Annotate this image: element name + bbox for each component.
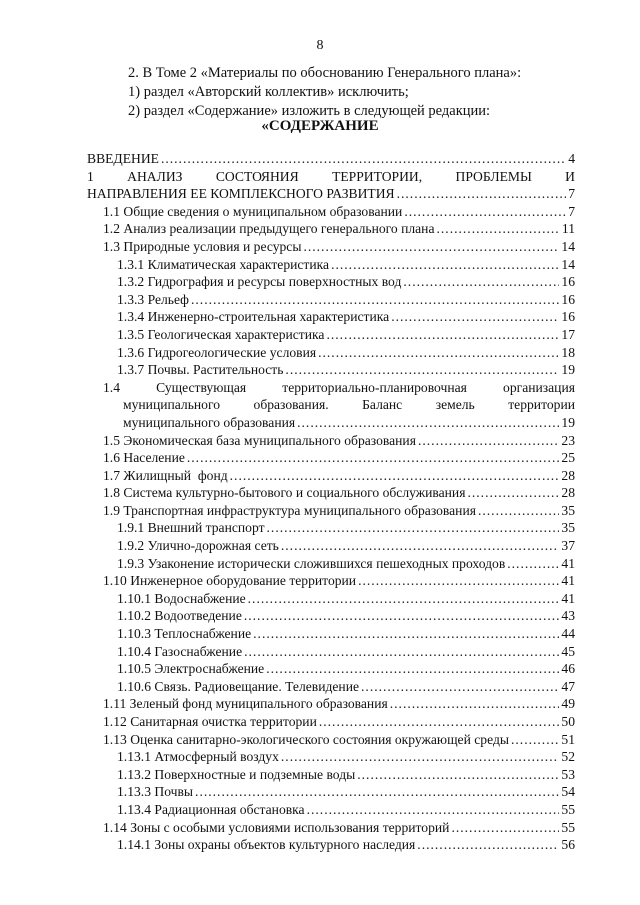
toc-entry xyxy=(87,273,575,291)
toc-entry-page: 46 xyxy=(561,661,575,677)
toc-entry-title: 1.13.4 Радиационная обстановка xyxy=(117,801,305,817)
toc-entry-page: 14 xyxy=(561,238,575,254)
toc-entry-title: 1.3.1 Климатическая характеристика xyxy=(117,256,330,272)
toc-entry-title: 1.9.3 Узаконение исторически сложившихся пешеходных проходов xyxy=(117,555,506,571)
toc-leader-dots xyxy=(266,660,559,678)
toc-entry xyxy=(87,519,575,537)
toc-entry-title: 1.3.7 Почвы. Растительность xyxy=(117,362,284,378)
toc-entry-page: 43 xyxy=(561,608,575,624)
toc-entry-title: 1.10.1 Водоснабжение xyxy=(117,590,246,606)
toc-entry-title: ВВЕДЕНИЕ xyxy=(87,151,159,166)
toc-entry xyxy=(87,467,575,485)
toc-entry xyxy=(87,748,575,766)
intro-line: 2. В Томе 2 «Материалы по обоснованию Генерального плана»: xyxy=(128,65,522,81)
toc-entry-page: 11 xyxy=(561,221,575,237)
toc-leader-dots xyxy=(331,256,559,274)
toc-entry xyxy=(87,203,575,221)
toc-leader-dots xyxy=(285,361,559,379)
toc-leader-dots xyxy=(187,449,560,467)
toc-leader-dots xyxy=(267,519,560,537)
toc-entry-title: 1.13.2 Поверхностные и подземные воды xyxy=(117,766,356,782)
toc-leader-dots xyxy=(357,766,559,784)
toc-entry xyxy=(87,819,575,837)
toc-entry xyxy=(87,801,575,819)
toc-entry-title: 1.10.6 Связь. Радиовещание. Телевидение xyxy=(117,678,360,694)
toc-entry xyxy=(87,555,575,573)
toc-entry-page: 53 xyxy=(561,766,575,782)
intro-paragraph xyxy=(128,64,521,121)
toc-leader-dots xyxy=(467,484,559,502)
toc-entry-page: 7 xyxy=(568,203,575,219)
toc-entry xyxy=(87,607,575,625)
toc-entry-title: 1.14.1 Зоны охраны объектов культурного наследия xyxy=(117,837,416,853)
toc-entry-title: 1.9.2 Улично-дорожная сеть xyxy=(117,538,279,554)
toc-entry xyxy=(87,361,575,379)
toc-entry xyxy=(87,625,575,643)
toc-entry-page: 25 xyxy=(561,450,575,466)
toc-leader-dots xyxy=(253,625,559,643)
toc-entry-page: 54 xyxy=(561,784,575,800)
toc-leader-dots xyxy=(307,801,560,819)
page-number: 8 xyxy=(316,38,324,53)
toc-entry-page: 35 xyxy=(561,520,575,536)
toc-entry xyxy=(87,695,575,713)
toc-entry-title: 1.13.3 Почвы xyxy=(117,784,194,800)
toc-entry-page: 49 xyxy=(561,696,575,712)
toc-entry xyxy=(87,379,575,432)
toc-entry xyxy=(87,766,575,784)
toc-entry xyxy=(87,660,575,678)
toc-entry-title: 1.12 Санитарная очистка территории xyxy=(103,714,317,729)
toc-leader-dots xyxy=(297,414,559,432)
toc-entry-title: 1.3.6 Гидрогеологические условия xyxy=(117,344,317,360)
toc-leader-dots xyxy=(417,836,559,854)
toc-entry-title: 1.10.5 Электроснабжение xyxy=(117,661,265,677)
toc-leader-dots xyxy=(244,607,560,625)
toc-entry-page: 56 xyxy=(561,837,575,853)
toc-entry-title: 1.3.5 Геологическая характеристика xyxy=(117,326,325,342)
toc-entry xyxy=(87,291,575,309)
toc-entry-page: 14 xyxy=(561,256,575,272)
toc-entry-title-line: 1.4 Существующая территориально-планировочная организация xyxy=(103,379,575,395)
toc-entry xyxy=(87,502,575,520)
toc-entry-title: 1.3.4 Инженерно-строительная характеристика xyxy=(117,309,390,325)
toc-entry xyxy=(87,783,575,801)
toc-leader-dots xyxy=(478,502,559,520)
toc-entry xyxy=(87,308,575,326)
contents-heading: «СОДЕРЖАНИЕ xyxy=(261,118,379,134)
toc-entry-title: 1.3.3 Рельеф xyxy=(117,291,189,307)
toc-entry-page: 55 xyxy=(561,801,575,817)
toc-entry-page: 28 xyxy=(561,467,575,483)
toc-entry xyxy=(87,836,575,854)
toc-leader-dots xyxy=(303,238,559,256)
toc-entry-page: 45 xyxy=(561,643,575,659)
toc-entry-title: 1.3.2 Гидрография и ресурсы поверхностных вод xyxy=(117,274,402,290)
toc-entry-title: 1.9 Транспортная инфраструктура муниципального образования xyxy=(103,502,476,518)
toc-entry-title-line: 1 АНАЛИЗ СОСТОЯНИЯ ТЕРРИТОРИИ, ПРОБЛЕМЫ И xyxy=(87,168,575,184)
toc-entry-title: 1.7 Жилищный фонд xyxy=(103,467,228,483)
toc-entry xyxy=(87,449,575,467)
toc-entry-page: 28 xyxy=(561,485,575,501)
toc-leader-dots xyxy=(418,432,559,450)
toc-entry-page: 7 xyxy=(568,186,575,202)
toc-entry-page: 19 xyxy=(561,414,575,430)
toc-entry-title: 1.13.1 Атмосферный воздух xyxy=(117,749,279,765)
toc-entry-title: НАПРАВЛЕНИЯ ЕЕ КОМПЛЕКСНОГО РАЗВИТИЯ xyxy=(87,186,395,202)
toc-entry xyxy=(87,484,575,502)
intro-line: 2) раздел «Содержание» изложить в следующей редакции: xyxy=(128,103,491,119)
toc-entry-page: 51 xyxy=(561,731,575,747)
toc-leader-dots xyxy=(281,537,560,555)
toc-entry xyxy=(87,326,575,344)
toc-entry-page: 35 xyxy=(561,502,575,518)
toc-entry-page: 23 xyxy=(561,432,575,448)
toc-entry xyxy=(87,220,575,238)
intro-line: 1) раздел «Авторский коллектив» исключить; xyxy=(128,84,409,100)
toc-entry-title: 1.2 Анализ реализации предыдущего генерального плана xyxy=(103,221,435,237)
toc-entry-page: 16 xyxy=(561,274,575,290)
toc-leader-dots xyxy=(319,713,560,731)
toc-entry-page: 41 xyxy=(561,590,575,606)
toc-entry-title: 1.10.2 Водоотведение xyxy=(117,608,242,624)
toc-entry xyxy=(87,238,575,256)
toc-entry-page: 50 xyxy=(561,714,575,729)
toc-entry xyxy=(87,713,575,731)
toc-entry xyxy=(87,572,575,590)
toc-entry-title: 1.10.4 Газоснабжение xyxy=(117,643,243,659)
toc-leader-dots xyxy=(161,150,566,168)
toc-entry-title: 1.9.1 Внешний транспорт xyxy=(117,520,265,536)
toc-entry-title: 1.10.3 Теплоснабжение xyxy=(117,626,252,642)
toc-entry-title: муниципального образования xyxy=(123,414,296,430)
toc-leader-dots xyxy=(326,326,559,344)
toc-entry-page: 17 xyxy=(561,326,575,342)
toc-entry-page: 19 xyxy=(561,362,575,378)
toc-entry-page: 37 xyxy=(561,538,575,554)
toc-entry-page: 47 xyxy=(561,678,575,694)
toc-leader-dots xyxy=(391,308,559,326)
toc-entry xyxy=(87,731,575,749)
toc-entry-title: 1.11 Зеленый фонд муниципального образования xyxy=(103,696,388,712)
toc-leader-dots xyxy=(511,731,559,749)
toc-leader-dots xyxy=(244,643,559,661)
toc-leader-dots xyxy=(230,467,560,485)
toc-leader-dots xyxy=(318,344,559,362)
toc-leader-dots xyxy=(403,273,559,291)
toc-leader-dots xyxy=(358,572,559,590)
toc-entry xyxy=(87,256,575,274)
toc-entry xyxy=(87,344,575,362)
toc-entry-title-line: муниципального образования. Баланс земель территории xyxy=(123,397,575,413)
toc-entry-title: 1.8 Система культурно-бытового и социального обслуживания xyxy=(103,485,466,501)
toc-entry xyxy=(87,590,575,608)
toc-entry-page: 18 xyxy=(561,344,575,360)
toc-leader-dots xyxy=(281,748,560,766)
table-of-contents xyxy=(87,150,575,854)
toc-entry xyxy=(87,150,575,168)
toc-leader-dots xyxy=(404,203,566,221)
toc-entry-title: 1.1 Общие сведения о муниципальном образовании xyxy=(103,203,403,219)
toc-leader-dots xyxy=(361,678,559,696)
toc-entry-page: 4 xyxy=(568,151,575,166)
toc-entry-page: 41 xyxy=(561,555,575,571)
toc-entry xyxy=(87,432,575,450)
toc-entry-title: 1.10 Инженерное оборудование территории xyxy=(103,573,357,589)
toc-entry-title: 1.13 Оценка санитарно-экологического состояния окружающей среды xyxy=(103,731,509,747)
toc-leader-dots xyxy=(507,555,559,573)
toc-entry-title: 1.3 Природные условия и ресурсы xyxy=(103,238,302,254)
toc-entry-page: 16 xyxy=(561,309,575,325)
toc-entry-title: 1.6 Население xyxy=(103,450,185,466)
toc-leader-dots xyxy=(397,185,567,203)
toc-entry-page: 52 xyxy=(561,749,575,765)
toc-entry xyxy=(87,678,575,696)
toc-entry-page: 44 xyxy=(561,626,575,642)
toc-entry xyxy=(87,643,575,661)
toc-leader-dots xyxy=(191,291,559,309)
toc-entry xyxy=(87,168,575,203)
toc-leader-dots xyxy=(195,783,559,801)
toc-entry-page: 16 xyxy=(561,291,575,307)
toc-entry-page: 41 xyxy=(561,573,575,589)
toc-entry-title: 1.5 Экономическая база муниципального образования xyxy=(103,432,416,448)
toc-entry-page: 55 xyxy=(561,819,575,835)
toc-leader-dots xyxy=(451,819,559,837)
toc-leader-dots xyxy=(390,695,560,713)
toc-entry xyxy=(87,537,575,555)
toc-leader-dots xyxy=(248,590,560,608)
toc-entry-title: 1.14 Зоны с особыми условиями использования территорий xyxy=(103,819,450,835)
toc-leader-dots xyxy=(437,220,560,238)
